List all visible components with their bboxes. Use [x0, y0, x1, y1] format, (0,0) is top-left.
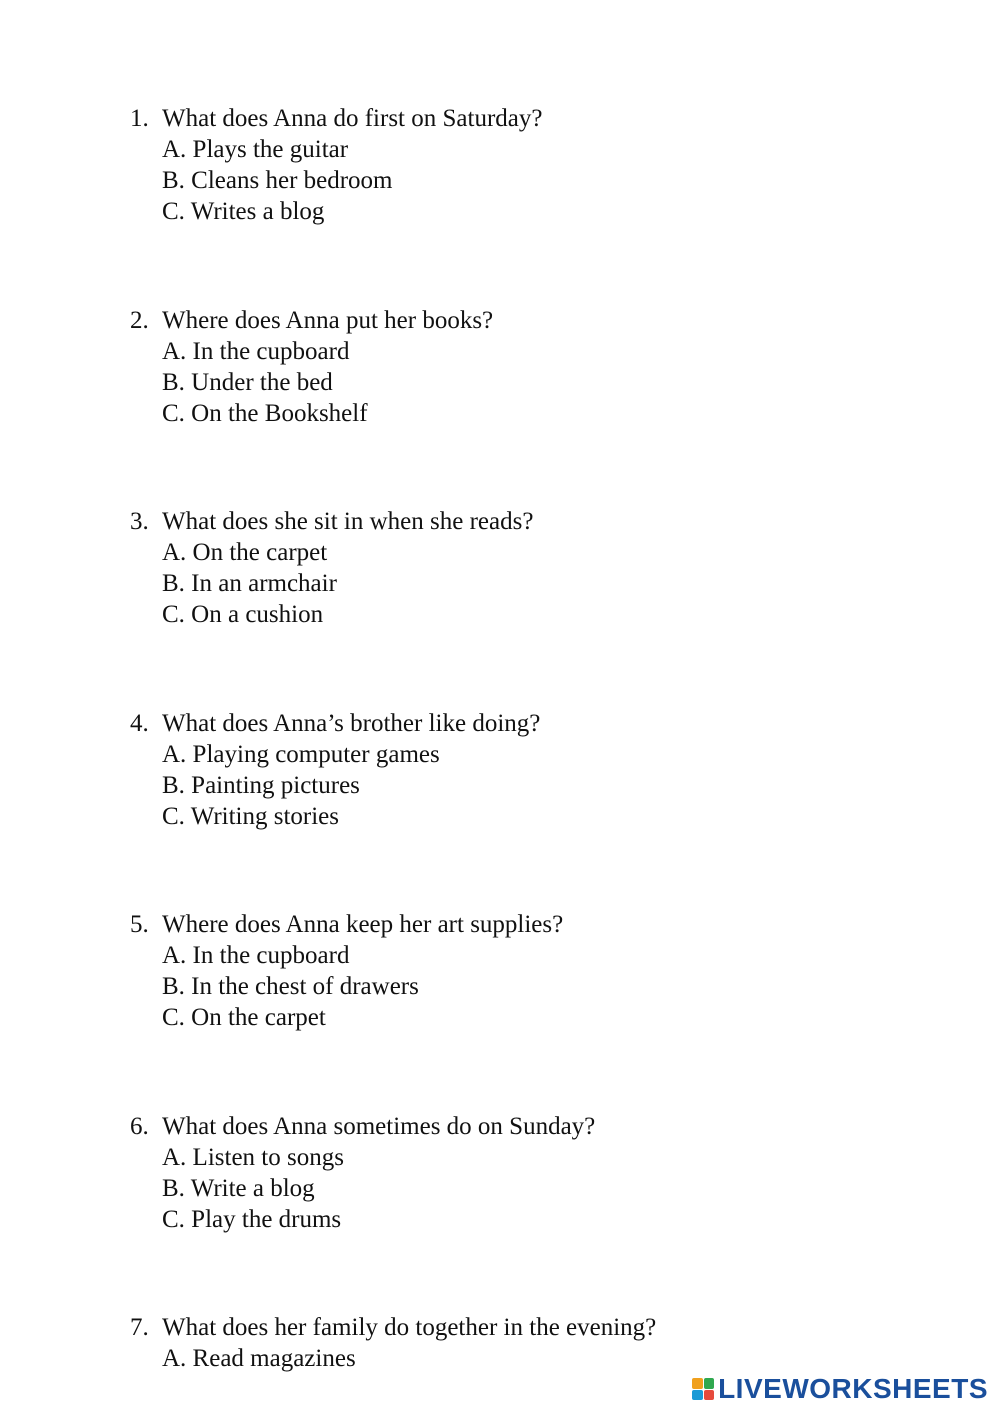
option-a: A. On the carpet [162, 539, 328, 566]
option-c: C. Writes a blog [162, 198, 325, 225]
option-c: C. On the carpet [162, 1004, 326, 1031]
option-a: A. Playing computer games [162, 741, 440, 768]
question-line [130, 909, 890, 940]
question-text: What does Anna do first on Saturday? [162, 105, 543, 132]
liveworksheets-logo-icon [692, 1378, 714, 1400]
option-b: B. Write a blog [162, 1175, 315, 1202]
question-number: 7. [130, 1314, 149, 1341]
logo-square [692, 1390, 703, 1401]
option-a: A. Listen to songs [162, 1144, 344, 1171]
question-number: 5. [130, 911, 149, 938]
question-line [130, 506, 890, 537]
question-line [130, 1312, 890, 1343]
question-text: What does Anna’s brother like doing? [162, 710, 541, 737]
option-a: A. Plays the guitar [162, 136, 349, 163]
question-line [130, 708, 890, 739]
option-b: B. Painting pictures [162, 772, 360, 799]
question-number: 4. [130, 710, 149, 737]
question-4 [130, 708, 890, 832]
question-1 [130, 103, 890, 227]
question-text: What does she sit in when she reads? [162, 508, 534, 535]
question-number: 6. [130, 1113, 149, 1140]
option-c: C. On a cushion [162, 601, 324, 628]
question-number: 2. [130, 307, 149, 334]
logo-square [692, 1378, 703, 1389]
option-b: B. Cleans her bedroom [162, 167, 393, 194]
option-c: C. On the Bookshelf [162, 400, 368, 427]
logo-square [704, 1390, 715, 1401]
question-5 [130, 909, 890, 1033]
question-text: Where does Anna keep her art supplies? [162, 911, 564, 938]
question-line [130, 103, 890, 134]
logo-wordmark: LIVEWORKSHEETS [718, 1373, 988, 1404]
question-text: Where does Anna put her books? [162, 307, 494, 334]
option-a: A. In the cupboard [162, 942, 350, 969]
option-a: A. Read magazines [162, 1345, 356, 1372]
question-3 [130, 506, 890, 630]
logo-square [704, 1378, 715, 1389]
question-line [130, 305, 890, 336]
option-b: B. In an armchair [162, 570, 337, 597]
option-b: B. In the chest of drawers [162, 973, 419, 1000]
option-c: C. Writing stories [162, 803, 340, 830]
question-7 [130, 1312, 890, 1374]
option-a: A. In the cupboard [162, 338, 350, 365]
question-2 [130, 305, 890, 429]
question-text: What does her family do together in the evening? [162, 1314, 657, 1341]
question-line [130, 1111, 890, 1142]
liveworksheets-logo[interactable] [692, 1372, 988, 1406]
question-text: What does Anna sometimes do on Sunday? [162, 1113, 596, 1140]
question-number: 1. [130, 105, 149, 132]
option-c: C. Play the drums [162, 1206, 342, 1233]
question-number: 3. [130, 508, 149, 535]
question-6 [130, 1111, 890, 1235]
option-b: B. Under the bed [162, 369, 333, 396]
